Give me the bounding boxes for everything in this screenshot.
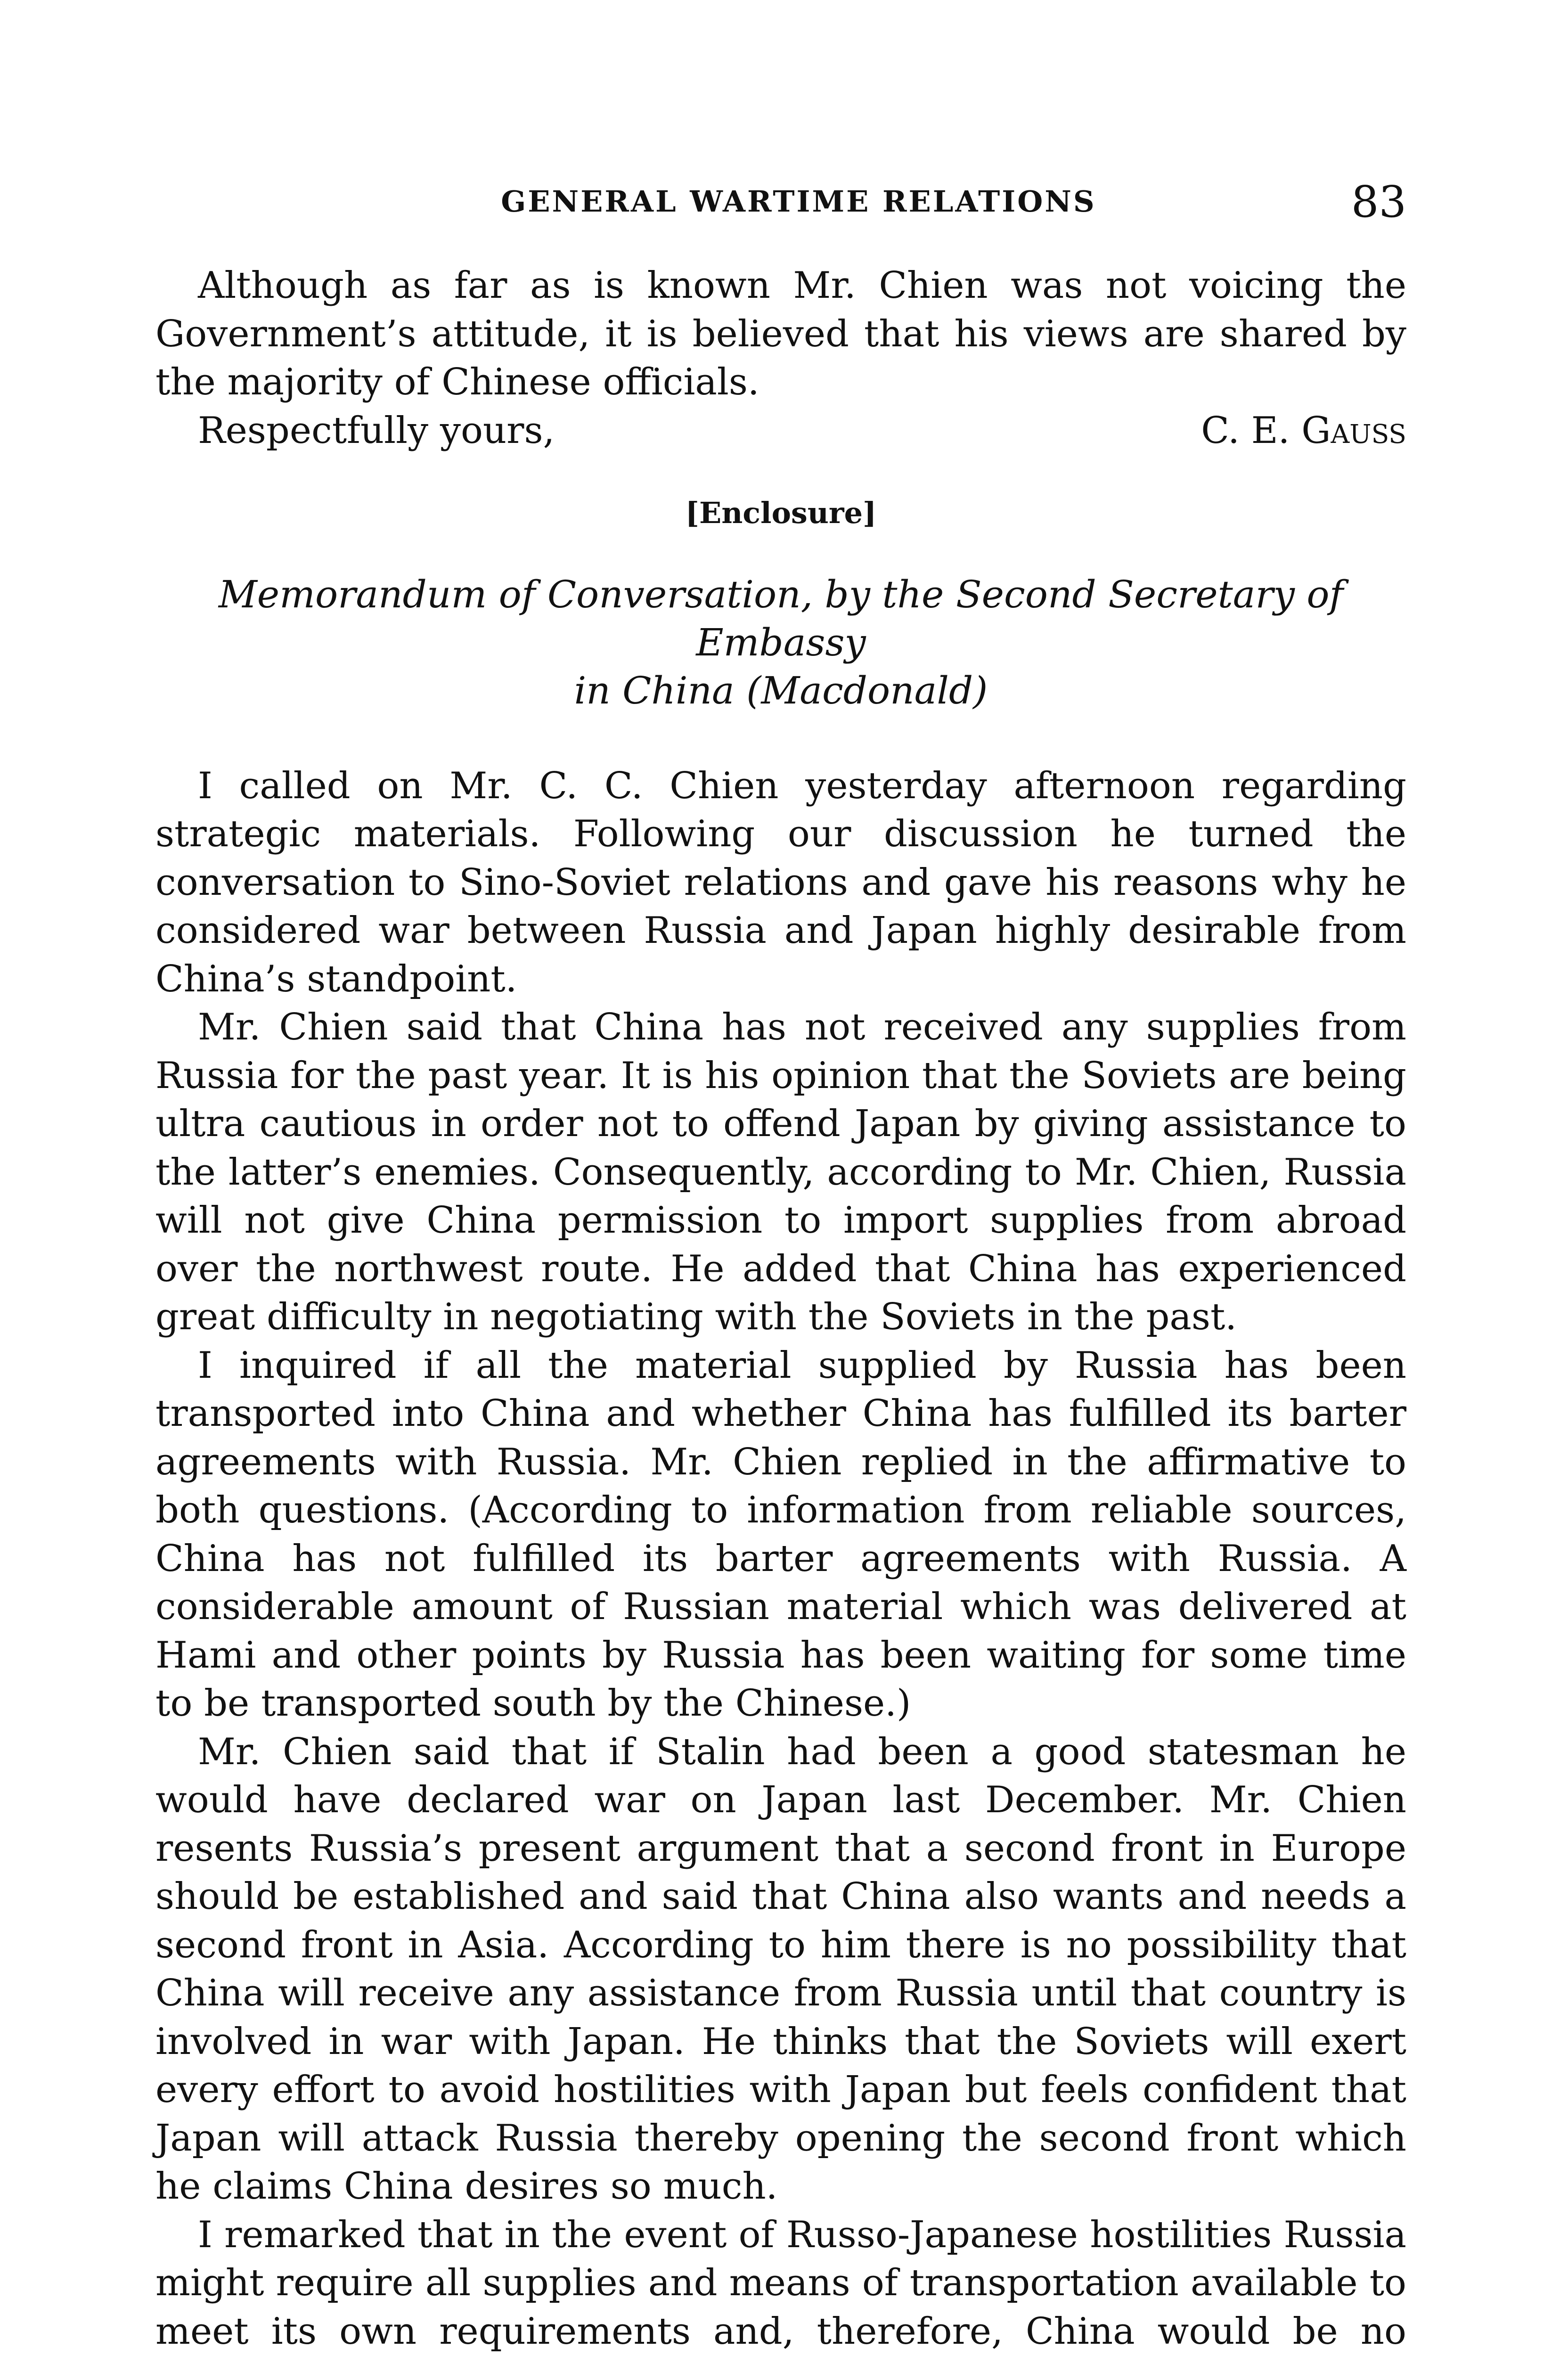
paragraph-second-front: Mr. Chien said that if Stalin had been a good statesman he would have declared war on Japan last December. Mr. Chien resents Russia’s present argument that a second front in Europe should be established and said that China also wants and needs a second front in Asia. According to him there is no possibility that China will receive any assistance from Russia until that country is involved in war with Japan. He thinks that the Soviets will exert every effort to avoid hostilities with Japan but feels confident that Japan will attack Russia thereby opening the second front which he claims China desires so much.: [155, 1730, 1406, 2208]
memorandum-title: [155, 571, 1406, 715]
running-header: [191, 177, 1406, 229]
letter-signer: C. E. Gauss: [1201, 409, 1406, 452]
opening-paragraph: Although as far as is known Mr. Chien was not voicing the Government’s attitude, it is believed that his views are shared by the majority of Chinese officials.: [155, 264, 1406, 403]
paragraph-strategic-materials: I called on Mr. C. C. Chien yesterday afternoon regarding strategic materials. Following our discussion he turned the conversation to Sino-Soviet relations and gave his reasons why he considered war between Russia and Japan highly desirable from China’s standpoint.: [155, 764, 1406, 1000]
paragraph-russian-assistance: I remarked that in the event of Russo-Japanese hostilities Russia might require all supplies and means of transportation available to meet its own requirements and, therefore, China would be no: [155, 2213, 1406, 2353]
enclosure-label: [Enclosure]: [685, 495, 877, 530]
paragraph-barter-agreements: I inquired if all the material supplied by Russia has been transported into China and whether China has fulfilled its barter agreements with Russia. Mr. Chien replied in the affirmative to both questions. (According to information from reliable sources, China has not fulfilled its barter agreements with Russia. A considerable amount of Russian material which was delivered at Hami and other points by Russia has been waiting for some time to be transported south by the Chinese.): [155, 1344, 1406, 1725]
document-text: [155, 262, 1406, 2356]
page-number: 83: [1351, 177, 1406, 227]
memorandum-body: [155, 762, 1406, 2356]
memorandum-title-line-2: in China (Macdonald): [574, 668, 988, 712]
signature-row: [155, 407, 1406, 455]
paragraph-russian-supplies: Mr. Chien said that China has not received any supplies from Russia for the past year. It is his opinion that the Soviets are being ultra cautious in order not to offend Japan by giving assistance to the latter’s enemies. Consequently, according to Mr. Chien, Russia will not give China permission to import supplies from abroad over the northwest route. He added that China has experienced great difficulty in negotiating with the Soviets in the past.: [155, 1006, 1406, 1338]
running-header-title: GENERAL WARTIME RELATIONS: [501, 184, 1096, 219]
memorandum-title-line-1: Memorandum of Conversation, by the Second Secretary of Embassy: [218, 572, 1344, 664]
letter-closing: Respectfully yours,: [198, 409, 555, 452]
